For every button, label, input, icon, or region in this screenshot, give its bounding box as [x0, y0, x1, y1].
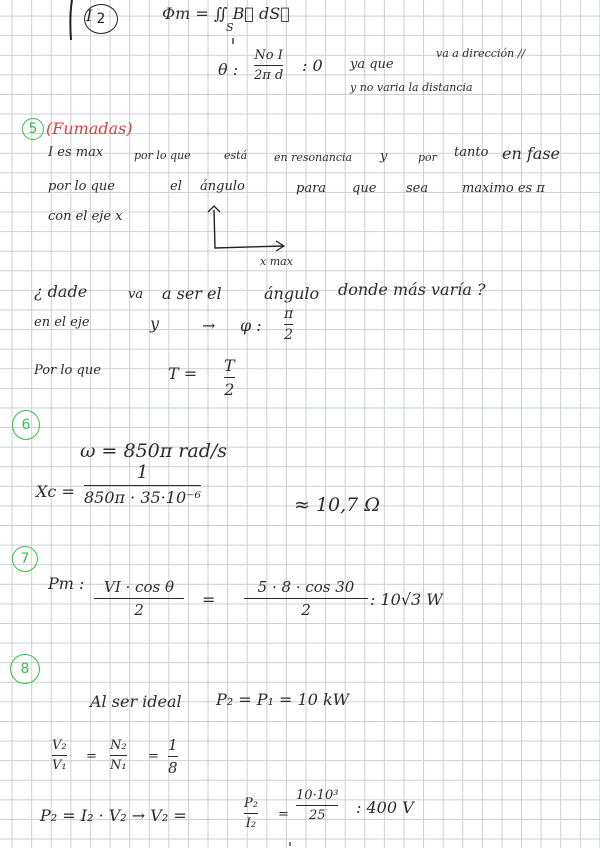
direction-note: va a dirección //	[436, 47, 526, 60]
period-fraction: T 2	[224, 356, 235, 399]
q5-line4-word4: ángulo	[264, 284, 320, 303]
q7-result: : 10√3 W	[370, 590, 443, 609]
surface-subscript: S	[226, 21, 234, 34]
q5-line5-phi: φ :	[240, 316, 262, 335]
q5-line3: con el eje x	[48, 209, 123, 224]
equals-zero: : 0	[302, 56, 323, 75]
q5-line1-word6: por	[418, 151, 437, 164]
q8-power-equation: P₂ = P₁ = 10 kW	[216, 690, 350, 709]
question-number-7: 7	[12, 546, 38, 572]
q5-line2-word1: por lo que	[48, 179, 115, 194]
question-5-tag: (Fumadas)	[46, 119, 133, 138]
q5-line2-word7: maximo es π	[462, 181, 545, 196]
q5-line2-word3: ángulo	[200, 179, 245, 194]
q5-line5-arrow: →	[202, 316, 216, 335]
flux-equation: Φm = ∬ B⃗ dS⃗	[162, 4, 290, 23]
theta-label: θ :	[218, 60, 239, 79]
circled-number-2: 2	[84, 4, 118, 34]
q5-line5-y: y	[150, 314, 160, 333]
axis-x-max-label: x max	[260, 255, 293, 268]
q8-voltage-result: : 400 V	[356, 798, 414, 817]
q7-equals: =	[202, 590, 216, 609]
q5-line1-word2: por lo que	[134, 149, 191, 162]
distance-note: y no varia la distancia	[350, 81, 473, 94]
q5-line1-word8: en fase	[502, 144, 560, 163]
q8-eq-1: =	[86, 749, 97, 764]
current-label: I	[86, 6, 93, 25]
q5-line4-word1: ¿ dade	[34, 282, 88, 301]
q7-fraction-1: VI · cos θ 2	[94, 578, 184, 619]
ya-que-text: ya que	[350, 57, 394, 72]
q5-line1-word7: tanto	[454, 145, 489, 160]
q7-pm-label: Pm :	[48, 574, 85, 593]
q8-voltage-ratio: V₂ V₁	[52, 738, 67, 773]
field-fraction: No I 2π d	[254, 48, 284, 83]
q5-line1-word4: en resonancia	[274, 151, 353, 164]
q6-xc-label: Xc =	[36, 482, 75, 501]
question-number-8: 8	[10, 654, 40, 684]
q5-line1-word3: está	[224, 149, 248, 162]
q5-line6-left: Por lo que	[34, 363, 101, 378]
q5-line1-word1: I es max	[48, 145, 104, 160]
q5-line4-word2: va	[128, 287, 144, 302]
q5-line4-word3: a ser el	[162, 284, 222, 303]
q8-eq-2: =	[148, 749, 159, 764]
q8-ratio-value: 1 8	[168, 736, 178, 777]
q8-eq-3: =	[278, 807, 289, 822]
phi-fraction: π 2	[284, 306, 294, 343]
q5-line1-word5: y	[380, 149, 388, 164]
q5-line6-T: T =	[168, 364, 198, 383]
q5-line2-word4: para	[296, 181, 327, 196]
question-number-6: 6	[12, 410, 40, 440]
question-number-5: 5	[22, 118, 44, 140]
q6-result: ≈ 10,7 Ω	[294, 494, 381, 516]
q5-line2-word5: que	[352, 181, 377, 196]
q7-fraction-2: 5 · 8 · cos 30 2	[244, 578, 368, 619]
q8-p2-equation: P₂ = I₂ · V₂ → V₂ =	[40, 806, 187, 825]
q6-reactance-fraction: 1 850π · 35·10⁻⁶	[84, 462, 201, 507]
q5-line5-left: en el eje	[34, 315, 90, 330]
q5-line2-word2: el	[170, 179, 182, 194]
q6-omega: ω = 850π rad/s	[80, 440, 228, 462]
q8-voltage-fraction: 10·10³ 25	[296, 788, 339, 823]
q5-line4-word5: donde más varía ?	[338, 280, 486, 299]
q8-p2-over-i2: P₂ I₂	[244, 796, 258, 831]
q8-turns-ratio: N₂ N₁	[110, 738, 127, 773]
q8-ideal-text: Al ser ideal	[90, 692, 182, 711]
q5-line2-word6: sea	[406, 181, 429, 196]
